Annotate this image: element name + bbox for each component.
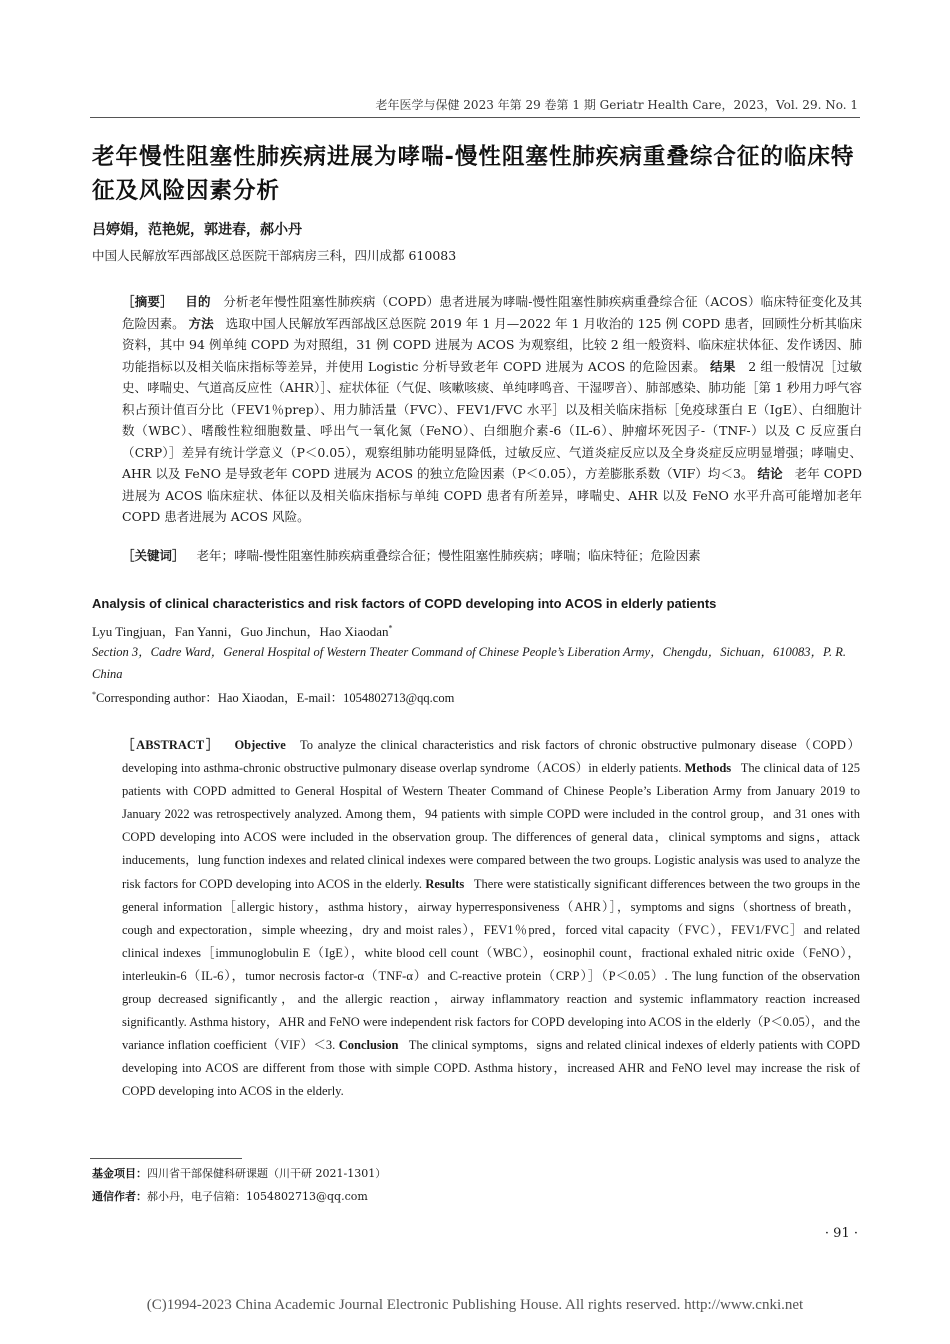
abstract-cn-label: ［摘要］ (122, 294, 173, 309)
header-divider (90, 117, 860, 118)
fund-text: 四川省干部保健科研课题（川干研 2021-1301） (147, 1167, 387, 1180)
abstract-en-methods: The clinical data of 125 patients with COPD admitted to General Hospital of Western Theater Command of Chinese People’s Liberation Army from January 2019 to January 2022 was retrospectively analyzed. Among them，94 patients with simple COPD were included in the control group，and 31 ones with COPD developing into ACOS were included in the observation group. The differences of general data，clinical symptoms and signs，attack inducements，lung function indexes and related clinical indexes were compared between the two groups. Logistic analysis was used to analyze the risk factors for COPD developing into ACOS in the elderly. (122, 761, 861, 891)
abstract-cn-methods-label: 方法 (188, 315, 214, 331)
keywords-cn-text: 老年；哮喘-慢性阻塞性肺疾病重叠综合征；慢性阻塞性肺疾病；哮喘；临床特征；危险因素 (196, 548, 701, 563)
abstract-cn-objective: 分析老年慢性阻塞性肺疾病（COPD）患者进展为哮喘-慢性阻塞性肺疾病重叠综合征（ACOS）临床特征变化及其危险因素。 (122, 294, 862, 331)
corr-text: 郝小丹，电子信箱：1054802713@qq.com (147, 1190, 368, 1203)
corresponding-en (92, 688, 454, 706)
abstract-en-methods-label: Methods (684, 761, 732, 776)
abstract-en (122, 734, 860, 1104)
authors-en-text: Lyu Tingjuan，Fan Yanni，Guo Jinchun，Hao Xiaodan (92, 624, 389, 639)
fund-label: 基金项目： (92, 1167, 147, 1180)
abstract-en-results: There were statistically significant differences between the two groups in the general information［allergic history，asthma history，airway hyperresponsiveness（AHR）］，symptoms and signs（shortness of breath，cough and expectoration，simple wheezing，dry and moist rales），FEV1％pred，forced vital capacity（FVC），FEV1/FVC］and related clinical indexes［immunoglobulin E（IgE），white blood cell count（WBC），eosinophil count，fractional exhaled nitric oxide（FeNO），interleukin-6（IL-6），tumor necrosis factor-α（TNF-α）and C-reactive protein（CRP）］（P＜0.05）. The lung function of the observation group decreased significantly，and the allergic reaction，airway inflammatory reaction and systemic inflammatory reaction increased significantly. Asthma history，AHR and FeNO were independent risk factors for COPD developing into ACOS in the elderly（P＜0.05），and the variance inflation coefficient（VIF）＜3. (122, 876, 860, 1053)
corresponding-en-text: Corresponding author：Hao Xiaodan，E-mail：1054802713@qq.com (96, 691, 455, 705)
keywords-cn (122, 546, 862, 564)
affiliation-cn: 中国人民解放军西部战区总医院干部病房三科，四川成都 610083 (92, 248, 457, 263)
authors-en-mark: * (388, 623, 393, 633)
affiliation-en: Section 3，Cadre Ward，General Hospital of Western Theater Command of Chinese People’s Liberation Army，Chengdu，Sichuan，610083，P. R. China (92, 645, 847, 681)
corresponding-footnote (92, 1188, 368, 1204)
corresponding-en-mark: * (92, 689, 96, 699)
keywords-cn-label: ［关键词］ (122, 548, 185, 563)
abstract-en-objective-label: Objective (234, 738, 286, 752)
corr-label: 通信作者： (92, 1190, 147, 1203)
fund-footnote (92, 1165, 386, 1181)
copyright-line: (C)1994-2023 China Academic Journal Electronic Publishing House. All rights reserved. http://www.cnki.net (146, 1297, 804, 1313)
page-number: · 91 · (824, 1226, 858, 1241)
article-title-en: Analysis of clinical characteristics and risk factors of COPD developing into ACOS in elderly patients (92, 596, 717, 611)
abstract-en-label: ［ABSTRACT］ (122, 738, 221, 752)
abstract-en-results-label: Results (425, 876, 465, 891)
abstract-cn-results-label: 结果 (710, 358, 736, 374)
authors-cn: 吕婷娟，范艳妮，郭进春，郝小丹 (92, 222, 302, 238)
footnote-divider (90, 1158, 242, 1159)
article-title-cn: 老年慢性阻塞性肺疾病进展为哮喘-慢性阻塞性肺疾病重叠综合征的临床特征及风险因素分析 (92, 144, 855, 204)
authors-en (92, 621, 392, 640)
abstract-cn-results: 2 组一般情况［过敏史、哮喘史、气道高反应性（AHR）］、症状体征（气促、咳嗽咳痰、单纯哮鸣音、干湿啰音）、肺部感染、肺功能［第 1 秒用力呼气容积占预计值百分比（FEV1％prep）、用力肺活量（FVC）、FEV1/FVC 水平］以及相关临床指标［免疫球蛋白 E（IgE）、白细胞计数（WBC）、嗜酸性粒细胞数量、呼出气一氧化氮（FeNO）、白细胞介素-6（IL-6）、肿瘤坏死因子-（TNF-）以及 C 反应蛋白（CRP）］差异有统计学意义（P＜0.05），观察组肺功能明显降低，过敏反应、气道炎症反应以及全身炎症反应明显增强；哮喘史、AHR 以及 FeNO 是导致老年 COPD 进展为 ACOS 的独立危险因素（P＜0.05），方差膨胀系数（VIF）均＜3。 (122, 358, 862, 481)
abstract-cn-conclusion: 老年 COPD 进展为 ACOS 临床症状、体征以及相关临床指标与单纯 COPD 患者有所差异，哮喘史、AHR 以及 FeNO 水平升高可能增加老年 COPD 患者进展为 ACOS 风险。 (122, 466, 862, 524)
abstract-cn (122, 291, 862, 528)
abstract-en-conclusion-label: Conclusion (338, 1038, 399, 1053)
abstract-en-conclusion: The clinical symptoms，signs and related clinical indexes of elderly patients with COPD developing into ACOS are different from those with simple COPD. Asthma history，increased AHR and FeNO level may increase the risk of COPD developing into ACOS in the elderly. (122, 1038, 860, 1099)
abstract-en-objective: To analyze the clinical characteristics and risk factors of chronic obstructive pulmonary disease（COPD）developing into asthma-chronic obstructive pulmonary disease overlap syndrome（ACOS）in elderly patients. (122, 738, 861, 776)
journal-header: 老年医学与保健 2023 年第 29 卷第 1 期 Geriatr Health Care，2023，Vol. 29. No. 1 (375, 98, 858, 112)
abstract-cn-objective-label: 目的 (185, 294, 211, 309)
abstract-cn-conclusion-label: 结论 (757, 466, 783, 481)
abstract-cn-methods: 选取中国人民解放军西部战区总医院 2019 年 1 月—2022 年 1 月收治的 125 例 COPD 患者，回顾性分析其临床资料，其中 94 例单纯 COPD 为对照组，31 例 COPD 进展为 ACOS 为观察组，比较 2 组一般资料、临床症状体征、发作诱因、肺功能指标以及相关临床指标等差异，并使用 Logistic 分析导致老年 COPD 进展为 ACOS 的危险因素。 (122, 315, 862, 374)
